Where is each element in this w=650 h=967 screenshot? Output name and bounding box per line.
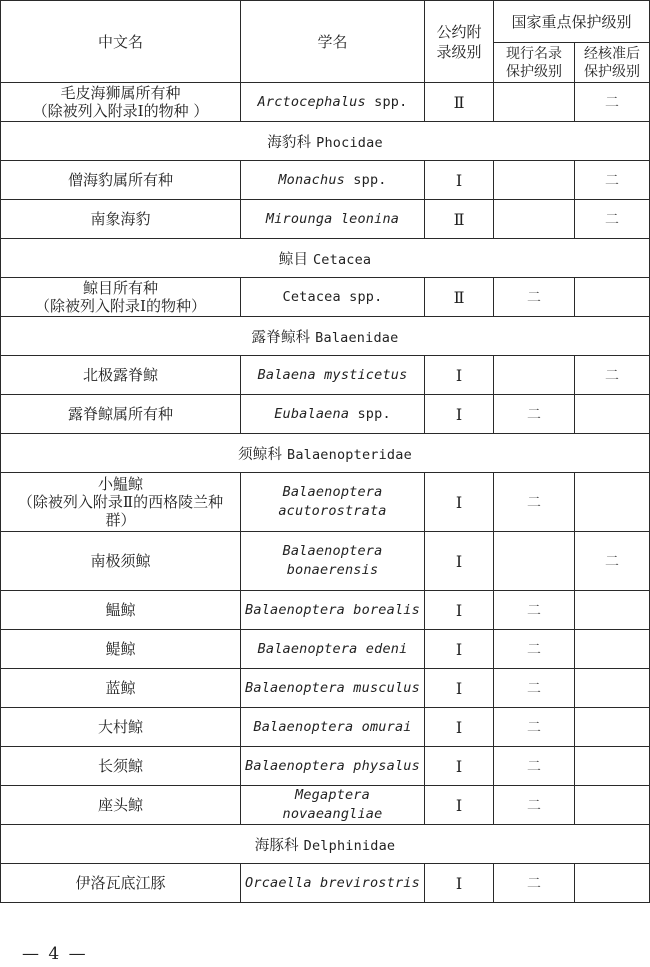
current-protection-level: 二: [494, 747, 575, 786]
chinese-name-note-cont: 群）: [105, 511, 136, 529]
scientific-name-suffix: spp.: [365, 93, 408, 110]
current-protection-level: 二: [494, 864, 575, 903]
species-chinese-name: [1, 473, 241, 532]
appendix-level: Ⅰ: [425, 786, 494, 825]
species-scientific-name: [241, 630, 425, 669]
species-chinese-name: [1, 532, 241, 591]
species-scientific-name: [241, 786, 425, 825]
approved-protection-level: [575, 395, 650, 434]
taxon-group-heading: [1, 825, 650, 864]
current-protection-level: 二: [494, 278, 575, 317]
species-row: [1, 669, 650, 708]
current-protection-level: 二: [494, 630, 575, 669]
current-protection-level: 二: [494, 473, 575, 532]
group-scientific-name: Phocidae: [316, 134, 383, 151]
species-row: [1, 532, 650, 591]
approved-protection-level: [575, 630, 650, 669]
approved-protection-level: [575, 747, 650, 786]
species-chinese-name: [1, 395, 241, 434]
taxon-group-row: [1, 122, 650, 161]
header-chinese-name: 中文名: [1, 1, 241, 83]
appendix-level: Ⅱ: [425, 83, 494, 122]
scientific-name-text: Balaenoptera: [282, 484, 383, 500]
species-chinese-name: [1, 747, 241, 786]
scientific-name-text: Balaenoptera borealis: [245, 601, 420, 618]
species-scientific-name: [241, 747, 425, 786]
scientific-name-text: Monachus: [278, 171, 345, 188]
species-row: [1, 473, 650, 532]
header-approved-level: 经核准后 保护级别: [575, 43, 650, 83]
species-scientific-name: [241, 864, 425, 903]
chinese-name-text: 座头鲸: [97, 796, 143, 814]
chinese-name-text: 大村鲸: [97, 718, 143, 736]
species-scientific-name: [241, 473, 425, 532]
chinese-name-text: 鲸目所有种: [82, 279, 158, 297]
species-chinese-name: [1, 83, 241, 122]
current-protection-level: 二: [494, 669, 575, 708]
species-row: [1, 200, 650, 239]
chinese-name-text: 鳁鲸: [105, 601, 136, 619]
taxon-group-heading: [1, 122, 650, 161]
species-row: [1, 356, 650, 395]
group-chinese-name: 海豚科: [254, 837, 299, 854]
current-protection-level: 二: [494, 591, 575, 630]
species-chinese-name: [1, 669, 241, 708]
species-row: [1, 395, 650, 434]
header-national-protection-level: 国家重点保护级别: [494, 1, 650, 43]
species-row: [1, 630, 650, 669]
appendix-level: Ⅰ: [425, 669, 494, 708]
header-scientific-name: 学名: [241, 1, 425, 83]
scientific-name-text: Balaenoptera physalus: [245, 757, 420, 774]
species-chinese-name: [1, 708, 241, 747]
taxon-group-heading: [1, 317, 650, 356]
chinese-name-text: 小鰛鲸: [97, 475, 143, 493]
appendix-level: Ⅰ: [425, 161, 494, 200]
chinese-name-text: 长须鲸: [97, 757, 143, 775]
chinese-name-note: （除被列入附录Ⅰ的物种 ）: [32, 102, 209, 120]
scientific-name-text: Megaptera novaeangliae: [282, 787, 383, 822]
scientific-name-text: Orcaella brevirostris: [245, 874, 420, 891]
approved-protection-level: [575, 473, 650, 532]
appendix-level: Ⅰ: [425, 630, 494, 669]
chinese-name-text: 僧海豹属所有种: [67, 171, 173, 189]
species-row: [1, 708, 650, 747]
chinese-name-text: 蓝鲸: [105, 679, 136, 697]
chinese-name-text: 毛皮海狮属所有种: [60, 84, 181, 102]
group-chinese-name: 海豹科: [267, 134, 312, 151]
species-chinese-name: [1, 864, 241, 903]
species-row: [1, 864, 650, 903]
scientific-name-epithet: acutorostrata: [278, 503, 387, 519]
scientific-name-text: Balaenoptera: [282, 543, 383, 559]
approved-protection-level: [575, 708, 650, 747]
appendix-level: Ⅱ: [425, 200, 494, 239]
species-scientific-name: [241, 83, 425, 122]
group-scientific-name: Balaenopteridae: [287, 446, 412, 463]
species-row: [1, 161, 650, 200]
table-body: [1, 83, 650, 903]
species-chinese-name: [1, 356, 241, 395]
scientific-name-suffix: spp.: [344, 171, 387, 188]
scientific-name-text: Balaena mysticetus: [257, 366, 408, 383]
scientific-name-text: Cetacea spp.: [282, 288, 383, 305]
species-scientific-name: [241, 532, 425, 591]
species-row: [1, 786, 650, 825]
species-row: [1, 278, 650, 317]
species-scientific-name: [241, 708, 425, 747]
appendix-level: Ⅰ: [425, 356, 494, 395]
species-chinese-name: [1, 786, 241, 825]
appendix-level: Ⅰ: [425, 591, 494, 630]
scientific-name-text: Arctocephalus: [257, 93, 366, 110]
taxon-group-heading: [1, 239, 650, 278]
scientific-name-text: Balaenoptera omurai: [253, 718, 412, 735]
appendix-level: Ⅰ: [425, 473, 494, 532]
current-protection-level: [494, 532, 575, 591]
chinese-name-text: 露脊鲸属所有种: [67, 405, 173, 423]
species-row: [1, 747, 650, 786]
chinese-name-note: （除被列入附录Ⅱ的西格陵兰种: [17, 493, 224, 511]
species-scientific-name: [241, 395, 425, 434]
approved-protection-level: 二: [575, 83, 650, 122]
species-chinese-name: [1, 200, 241, 239]
group-scientific-name: Cetacea: [312, 251, 372, 268]
appendix-level: Ⅰ: [425, 532, 494, 591]
species-chinese-name: [1, 630, 241, 669]
scientific-name-text: Eubalaena: [274, 405, 350, 422]
species-chinese-name: [1, 161, 241, 200]
approved-protection-level: [575, 669, 650, 708]
taxon-group-heading: [1, 434, 650, 473]
species-row: [1, 83, 650, 122]
scientific-name-epithet: bonaerensis: [286, 562, 379, 578]
current-protection-level: [494, 161, 575, 200]
scientific-name-text: Mirounga leonina: [265, 210, 400, 227]
group-chinese-name: 鲸目: [278, 251, 309, 268]
group-scientific-name: Balaenidae: [315, 329, 399, 346]
group-chinese-name: 须鲸科: [238, 446, 283, 463]
current-protection-level: 二: [494, 786, 575, 825]
approved-protection-level: [575, 786, 650, 825]
chinese-name-text: 南极须鲸: [90, 552, 151, 570]
approved-protection-level: 二: [575, 356, 650, 395]
scientific-name-text: Balaenoptera edeni: [257, 640, 408, 657]
approved-protection-level: 二: [575, 161, 650, 200]
species-scientific-name: [241, 356, 425, 395]
appendix-level: Ⅰ: [425, 747, 494, 786]
chinese-name-text: 北极露脊鲸: [82, 366, 158, 384]
current-protection-level: 二: [494, 708, 575, 747]
species-scientific-name: [241, 669, 425, 708]
header-current-list-level: 现行名录 保护级别: [494, 43, 575, 83]
species-scientific-name: [241, 200, 425, 239]
taxon-group-row: [1, 239, 650, 278]
taxon-group-row: [1, 317, 650, 356]
appendix-level: Ⅱ: [425, 278, 494, 317]
current-protection-level: 二: [494, 395, 575, 434]
current-protection-level: [494, 356, 575, 395]
current-protection-level: [494, 83, 575, 122]
approved-protection-level: 二: [575, 200, 650, 239]
species-scientific-name: [241, 591, 425, 630]
appendix-level: Ⅰ: [425, 864, 494, 903]
chinese-name-text: 鳀鲸: [105, 640, 136, 658]
species-chinese-name: [1, 591, 241, 630]
current-protection-level: [494, 200, 575, 239]
approved-protection-level: [575, 278, 650, 317]
header-appendix-level: 公约附 录级别: [425, 1, 494, 83]
approved-protection-level: [575, 591, 650, 630]
scientific-name-text: Balaenoptera musculus: [245, 679, 420, 696]
group-scientific-name: Delphinidae: [303, 837, 396, 854]
species-scientific-name: [241, 161, 425, 200]
species-row: [1, 591, 650, 630]
appendix-level: Ⅰ: [425, 395, 494, 434]
species-chinese-name: [1, 278, 241, 317]
taxon-group-row: [1, 825, 650, 864]
approved-protection-level: [575, 864, 650, 903]
taxon-group-row: [1, 434, 650, 473]
approved-protection-level: 二: [575, 532, 650, 591]
species-scientific-name: [241, 278, 425, 317]
page-number: — 4 —: [22, 944, 88, 964]
scientific-name-suffix: spp.: [349, 405, 391, 422]
chinese-name-text: 南象海豹: [90, 210, 151, 228]
appendix-level: Ⅰ: [425, 708, 494, 747]
group-chinese-name: 露脊鲸科: [251, 329, 311, 346]
chinese-name-note: （除被列入附录Ⅰ的物种）: [35, 297, 206, 315]
chinese-name-text: 伊洛瓦底江豚: [75, 874, 166, 892]
